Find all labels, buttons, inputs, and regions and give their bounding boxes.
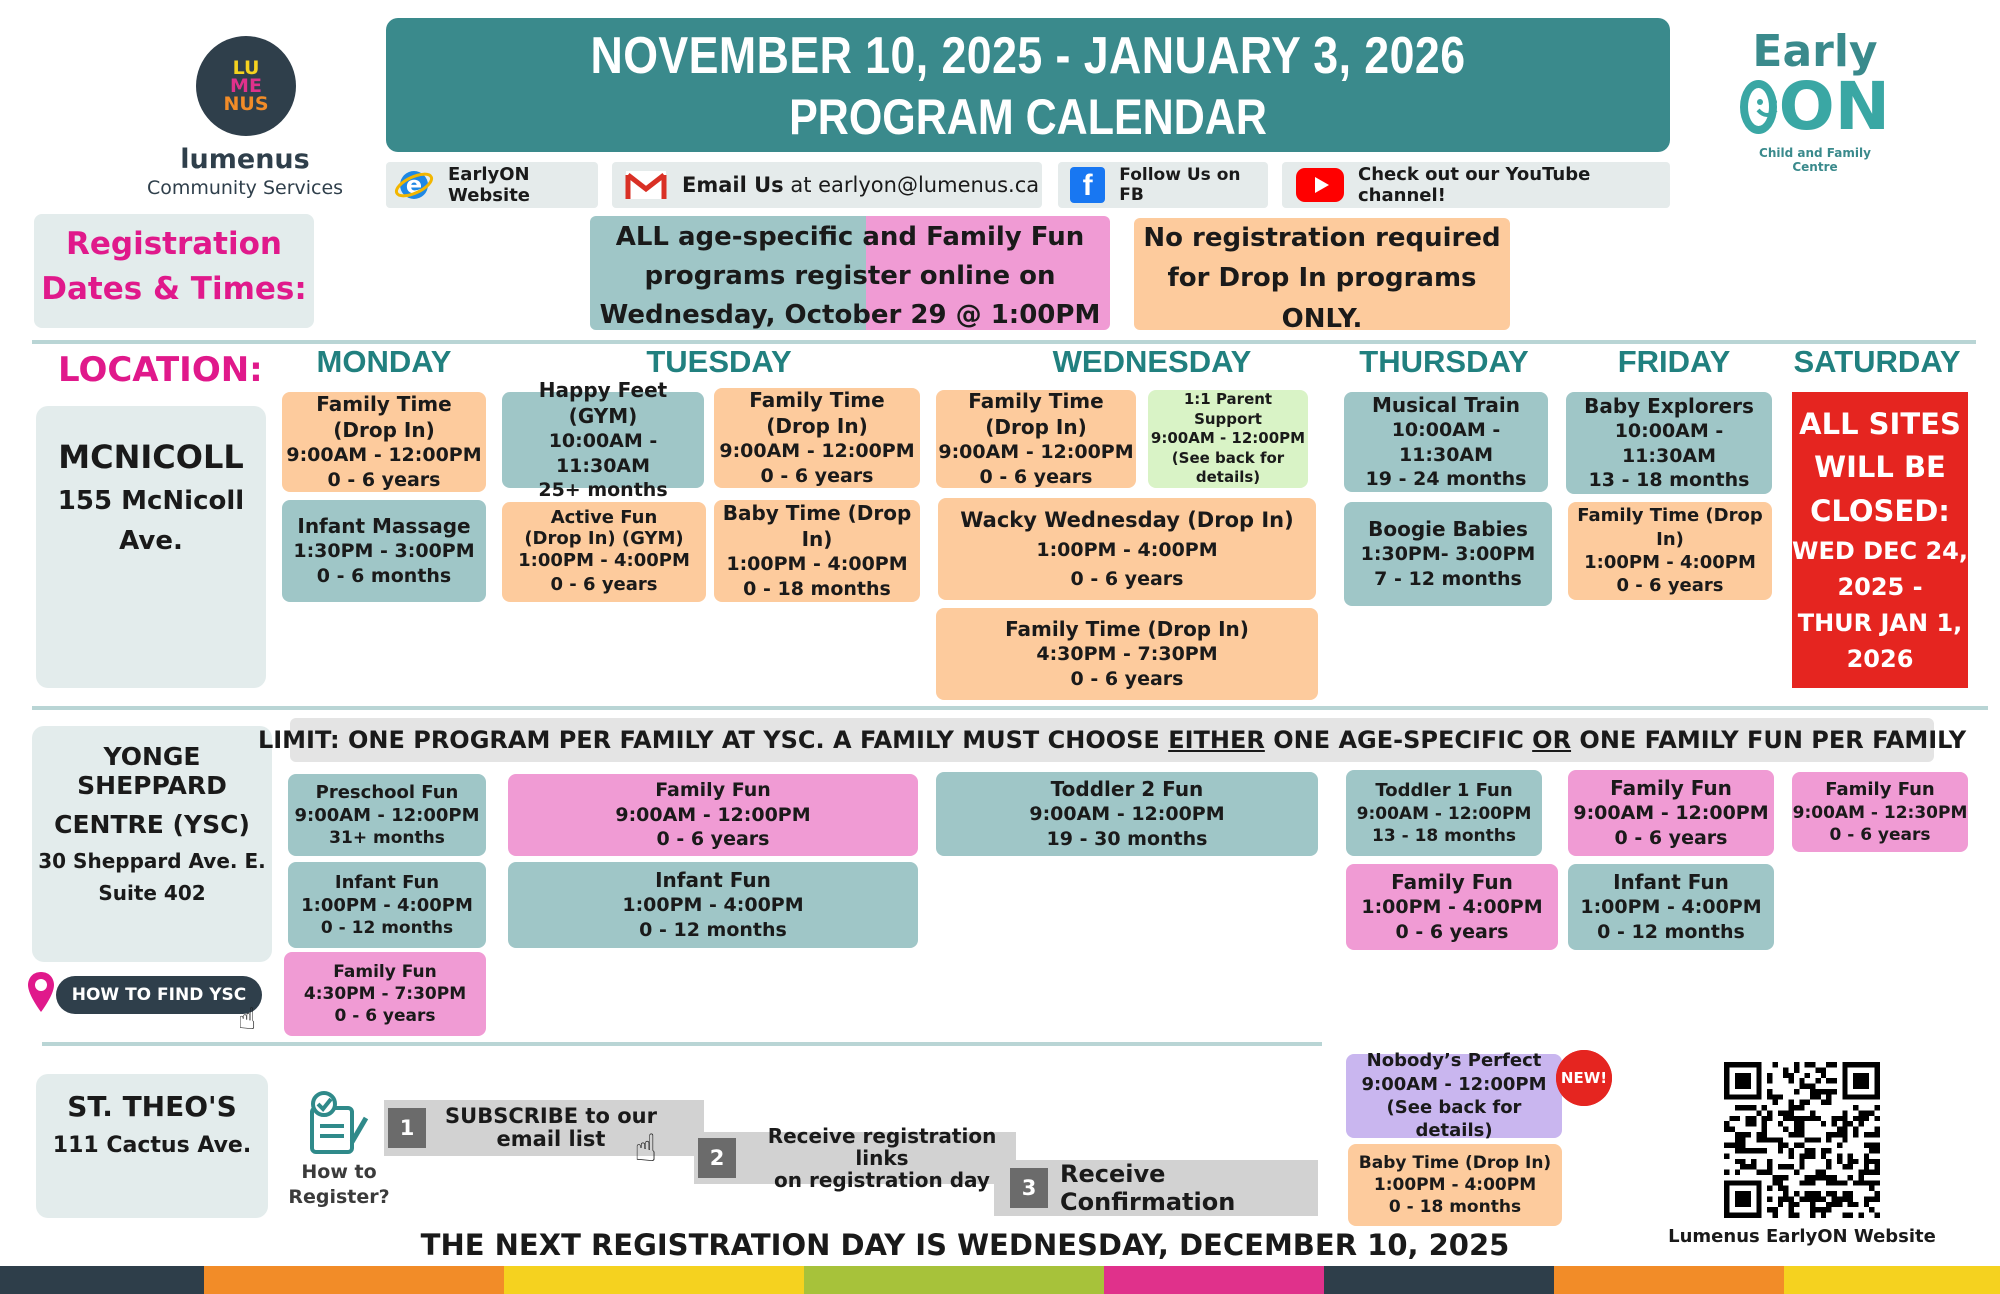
program-card [1344,392,1548,492]
youtube-link[interactable] [1282,162,1670,208]
program-card [288,774,486,856]
online-note-line1: ALL age-specific and Family Fun [615,222,1085,252]
program-card [1792,772,1968,852]
day-monday: MONDAY [316,344,452,379]
limit-text-either: EITHER [1168,726,1265,754]
program-card [1568,770,1774,856]
youtube-icon [1296,168,1344,202]
closure-notice [1792,392,1968,688]
step-2-line1: Receive registration links [767,1124,997,1170]
program-time: 1:00PM - 4:00PM [1361,896,1543,919]
youtube-link-label: Check out our YouTube channel! [1358,164,1591,206]
location-ysc [32,726,272,962]
divider-middle [32,706,1988,710]
form-checklist-icon [302,1090,372,1158]
program-time: 10:00AM - 11:30AM [548,429,658,477]
step-3-confirmation [994,1160,1318,1216]
program-time: 1:00PM - 4:00PM [1584,552,1756,573]
logo-letters-1: LU [232,56,260,79]
online-note-line3: Wednesday, October 29 @ 1:00PM [599,300,1101,330]
facebook-link-label: Follow Us on FB [1119,165,1241,205]
step-1-line1: SUBSCRIBE to our [445,1103,657,1128]
qr-code-image[interactable] [1724,1062,1880,1218]
program-age: 0 - 6 years [979,466,1093,488]
program-card [1346,1050,1562,1142]
dropin-note-line1: No registration required [1143,223,1501,253]
mcnicoll-address1: 155 McNicoll [57,486,245,516]
st-theos-address: 111 Cactus Ave. [52,1133,252,1158]
svg-text:e: e [405,171,423,199]
program-card [508,774,918,856]
stripe-segment [1784,1266,2000,1294]
program-age: 31+ months [329,828,445,849]
step-number: 2 [698,1138,736,1178]
logo-letters-3: NUS [223,93,269,116]
ysc-address2: Suite 402 [98,881,206,905]
program-time: 9:00AM - 12:30PM [1792,802,1968,823]
program-card [936,608,1318,700]
divider-bottom [42,1042,1322,1046]
next-registration-day: THE NEXT REGISTRATION DAY IS WEDNESDAY, DECEMBER 10, 2025 [420,1228,1510,1262]
new-badge [1556,1050,1612,1106]
dropin-note-line3: ONLY. [1281,303,1363,334]
location-heading: LOCATION: [58,350,263,390]
lumenus-name: lumenus [180,144,310,175]
step-2-line2: on registration day [774,1168,990,1192]
program-title: Active Fun (Drop In) (GYM) [524,506,684,549]
location-st-theos [36,1074,268,1218]
program-time: 9:00AM - 12:00PM [294,804,480,826]
earlyon-logo [1740,26,1890,190]
program-time: 1:30PM - 3:00PM [293,540,475,563]
program-time: 9:00AM - 12:00PM [719,440,915,463]
program-age: 0 - 6 years [1070,668,1184,690]
program-time: 9:00AM - 12:00PM [1029,803,1225,826]
program-card [1568,864,1774,950]
day-tuesday: TUESDAY [646,344,792,379]
stripe-segment [1324,1266,1554,1294]
program-title: Family Fun [1391,870,1513,895]
program-card [282,392,486,492]
limit-text-3: ONE FAMILY FUN PER FAMILY [1571,726,1967,754]
program-age: 0 - 6 years [327,469,441,491]
ysc-address1: 30 Sheppard Ave. E. [38,849,266,873]
program-time: 4:30PM - 7:30PM [303,983,467,1004]
how-to-find-ysc-button[interactable] [56,976,262,1014]
email-link[interactable] [612,162,1042,208]
program-title: Family Time (Drop In) [316,392,452,443]
program-card [714,500,920,602]
program-time: 9:00AM - 12:00PM [615,803,811,826]
logo-letters-2: ME [230,74,262,97]
closure-line7: 2026 [1846,645,1914,674]
program-time: 9:00AM - 12:00PM [286,444,482,467]
program-age: 13 - 18 months [1588,469,1750,492]
program-title: Family Fun [1610,776,1732,801]
ysc-name-line2: CENTRE (YSC) [54,810,250,839]
program-age: 0 - 12 months [320,918,454,939]
program-card [502,377,704,502]
mcnicoll-name: MCNICOLL [58,438,244,476]
program-title: Baby Explorers [1584,393,1754,418]
program-title: Infant Massage [297,514,471,539]
program-card [1346,864,1558,950]
ysc-name-line1: YONGE SHEPPARD [77,742,227,800]
program-age: 25+ months [538,479,668,502]
program-title: Musical Train [1372,392,1520,417]
program-time: 1:00PM - 4:00PM [518,550,690,572]
stripe-segment [804,1266,1104,1294]
program-time: 9:00AM - 12:00PM [1573,802,1769,825]
program-time: 9:00AM - 12:00PM [1361,1073,1547,1095]
ysc-limit-banner [257,718,1967,762]
program-card [1344,502,1552,606]
online-note-line2: programs register online on [644,261,1056,291]
program-time: 1:00PM - 4:00PM [301,894,473,916]
program-note: (See back for details) [1386,1097,1522,1142]
qr-caption: Lumenus EarlyON Website [1668,1226,1936,1247]
program-card [938,498,1316,600]
program-time: 10:00AM - 11:30AM [1614,419,1724,467]
program-age: 13 - 18 months [1372,825,1516,846]
location-mcnicoll [36,406,266,688]
program-card [288,862,486,948]
program-title: Happy Feet (GYM) [538,377,668,428]
program-age: 19 - 24 months [1365,468,1527,491]
program-time: 1:00PM - 4:00PM [1036,538,1218,561]
earlyon-subtitle: Child and Family Centre [1759,146,1871,174]
registration-label-line2: Dates & Times: [41,270,307,307]
facebook-icon: f [1070,167,1105,203]
page-title: PROGRAM CALENDAR [789,89,1267,145]
closure-line1: ALL SITES [1799,406,1961,441]
program-time: 1:30PM- 3:00PM [1360,543,1536,566]
program-time: 1:00PM - 4:00PM [1373,1174,1537,1195]
program-age: 0 - 6 years [760,465,874,487]
program-time: 1:00PM - 4:00PM [1580,896,1762,919]
program-age: 0 - 18 months [743,578,891,600]
program-title: Family Fun [1825,779,1935,801]
program-age: 7 - 12 months [1374,568,1522,590]
lumenus-subtitle: Community Services [146,177,344,199]
program-card [936,772,1318,856]
step-3-label: Receive Confirmation [1060,1160,1236,1216]
closure-line4: WED DEC 24, [1792,537,1968,566]
program-age: 0 - 12 months [1597,921,1745,943]
program-time: 9:00AM - 12:00PM [1356,803,1532,824]
facebook-link[interactable] [1058,162,1268,208]
email-label-rest: at earlyon@lumenus.ca [783,173,1040,197]
program-card [1566,392,1772,494]
program-age: 0 - 6 months [316,565,452,587]
program-title: Infant Fun [1613,870,1729,895]
program-title: 1:1 Parent Support [1183,390,1273,428]
date-range: NOVEMBER 10, 2025 - JANUARY 3, 2026 [590,27,1466,85]
limit-text-or: OR [1532,726,1572,754]
program-card [1568,502,1772,600]
stripe-segment [0,1266,204,1294]
pointer-hand-icon: ☝ [238,1002,257,1037]
online-registration-note [590,216,1110,330]
limit-text-1: LIMIT: ONE PROGRAM PER FAMILY AT YSC. A FAMILY MUST CHOOSE [257,726,1169,754]
earlyon-word-top: Early [1752,26,1878,77]
program-card [1346,770,1542,856]
program-card [714,388,920,488]
stripe-segment [504,1266,804,1294]
day-saturday: SATURDAY [1793,344,1961,379]
program-title: Boogie Babies [1368,517,1528,542]
program-age: 19 - 30 months [1046,828,1208,850]
program-card [508,862,918,948]
how-to-find-ysc-label: HOW TO FIND YSC [71,985,247,1005]
program-title: Baby Time (Drop In) [722,501,912,552]
closure-line6: THUR JAN 1, [1797,609,1963,638]
closure-line5: 2025 - [1837,573,1923,602]
email-label-bold: Email Us [682,173,784,197]
step-number: 3 [1010,1168,1048,1208]
how-to-register-label [284,1160,394,1209]
program-title: Infant Fun [334,871,440,893]
program-title: Baby Time (Drop In) [1358,1152,1552,1173]
program-title: Toddler 1 Fun [1375,780,1513,802]
day-thursday: THURSDAY [1359,344,1529,379]
program-time: 10:00AM - 11:30AM [1391,418,1501,466]
program-age: 0 - 12 months [639,919,787,941]
program-title: Nobody’s Perfect [1366,1050,1542,1072]
footer-color-stripe [0,1266,2000,1294]
program-time: 4:30PM - 7:30PM [1036,643,1218,666]
program-card [282,500,486,602]
day-friday: FRIDAY [1617,344,1731,379]
program-card [936,390,1136,488]
program-note: (See back for details) [1171,448,1285,487]
gmail-icon [624,169,668,201]
program-age: 0 - 6 years [1395,921,1509,943]
program-title: Toddler 2 Fun [1050,777,1204,802]
program-age: 0 - 6 years [550,573,658,595]
registration-label-line1: Registration [65,226,282,262]
step-number: 1 [388,1108,426,1148]
program-age: 0 - 6 years [1616,575,1724,597]
dropin-note-line2: for Drop In programs [1167,263,1477,294]
stripe-segment [1104,1266,1324,1294]
program-title: Family Time (Drop In) [749,388,885,439]
program-time: 1:00PM - 4:00PM [726,553,908,576]
program-title: Preschool Fun [315,781,459,803]
program-card [502,502,706,602]
new-badge-label: NEW! [1560,1069,1608,1087]
title-banner [386,18,1670,152]
how-to-label-line1: How to [301,1161,377,1183]
program-card [1148,390,1308,488]
program-title: Family Time (Drop In) [968,389,1104,440]
program-age: 0 - 6 years [1070,567,1184,590]
how-to-label-line2: Register? [288,1185,390,1208]
program-age: 0 - 6 years [1829,824,1931,845]
program-age: 0 - 18 months [1388,1197,1522,1218]
step-1-line2: email list [496,1127,606,1151]
dropin-registration-note [1134,218,1510,334]
program-card [284,952,486,1036]
program-time: 9:00AM - 12:00PM [938,441,1134,464]
earlyon-word-bottom: ON [1778,68,1890,145]
program-time: 9:00AM - 12:00PM [1150,429,1306,448]
closure-line2: WILL BE [1814,450,1946,485]
program-title: Family Time (Drop In) [1005,617,1249,642]
limit-text-2: ONE AGE-SPECIFIC [1264,726,1533,754]
program-card [1348,1144,1562,1226]
program-age: 0 - 6 years [656,828,770,851]
program-title: Infant Fun [655,868,771,893]
program-age: 0 - 6 years [334,1006,436,1027]
program-title: Wacky Wednesday (Drop In) [960,507,1294,532]
smiley-icon [1740,80,1777,134]
program-title: Family Fun [655,778,771,801]
lumenus-logo [196,36,296,136]
program-time: 1:00PM - 4:00PM [622,894,804,917]
step-2-receive-links [694,1124,1016,1192]
registration-label-box [34,214,314,328]
program-age: 0 - 6 years [1614,827,1728,849]
program-title: Family Time (Drop In) [1577,505,1763,550]
click-hand-icon: ☝ [634,1126,658,1170]
map-pin-icon [26,970,56,1018]
stripe-segment [1554,1266,1784,1294]
earlyon-website-link[interactable] [386,162,598,208]
stripe-segment [204,1266,504,1294]
closure-line3: CLOSED: [1810,493,1950,528]
program-title: Family Fun [333,961,437,982]
browser-icon [394,165,434,205]
website-link-label: EarlyON Website [448,164,531,206]
mcnicoll-address2: Ave. [119,526,183,556]
st-theos-name: ST. THEO'S [67,1090,237,1123]
day-wednesday: WEDNESDAY [1052,344,1252,379]
